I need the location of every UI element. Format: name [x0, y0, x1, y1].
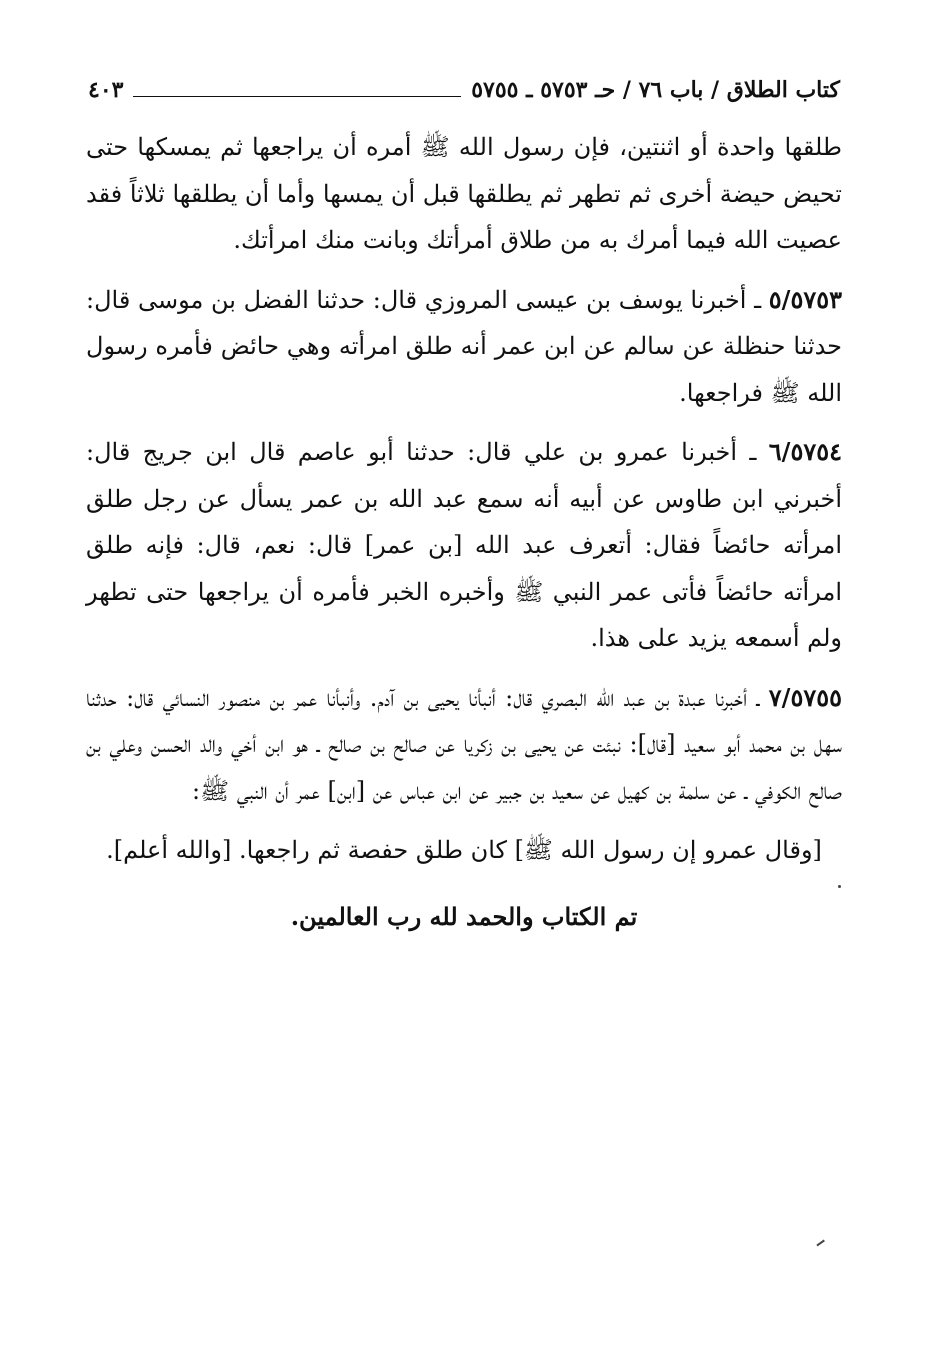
paragraph-text: ـ أخبرنا عمرو بن علي قال: حدثنا أبو عاصم قال ابن جريج قال: أخبرني ابن طاوس عن أبيه أنه سمع عبد الله بن عمر يسأل عن رجل طلق امرأته حائضاً فقال: أتعرف عبد الله [بن عمر] قال: نعم، قال: فإنه طلق امرأته حائضاً فأتى عمر النبي ﷺ وأخبره الخبر فأمره أن يراجعها حتى تطهر ولم أسمعه يزيد على هذا. — [86, 438, 842, 652]
running-header — [88, 72, 840, 108]
header-rule — [133, 96, 461, 97]
paragraph-hadith-5753 — [86, 277, 842, 417]
hadith-number: ٧/٥٧٥٥ — [768, 682, 842, 712]
paragraph-text: ـ أخبرنا يوسف بن عيسى المروزي قال: حدثنا الفضل بن موسى قال: حدثنا حنظلة عن سالم عن ابن عمر أنه طلق امرأته وهي حائض فأمره رسول الله ﷺ فراجعها. — [86, 285, 843, 407]
hadith-number: ٥/٥٧٥٣ — [768, 284, 842, 314]
paragraph-text: ـ أخبرنا عبدة بن عبد الله البصري قال: أنبأنا يحيى بن آدم. وأنبأنا عمر بن منصور النسائي قال: حدثنا سهل بن محمد أبو سعيد [قال]: نبئت عن يحيى بن زكريا عن صالح بن صالح ـ هو ابن أخي والد الحسن وعلي بن صالح الكوفي ـ عن سلمة بن كهيل عن سعيد بن جبير عن ابن عباس عن [ابن] عمر أن النبي ﷺ: — [86, 683, 842, 805]
page-number: ٤٠٣ — [88, 77, 124, 103]
hadith-number: ٦/٥٧٥٤ — [768, 437, 842, 466]
paragraph-hadith-5755 — [86, 675, 842, 815]
scan-mark — [816, 1240, 824, 1246]
paragraph-continuation — [86, 124, 842, 264]
book-colophon: تم الكتاب والحمد لله رب العالمين. — [290, 902, 638, 931]
header-title: كتاب الطلاق / باب ٧٦ / حـ ٥٧٥٣ ـ ٥٧٥٥ — [471, 77, 840, 103]
paragraph-text: طلقها واحدة أو اثنتين، فإن رسول الله ﷺ أمره أن يراجعها ثم يمسكها حتى تحيض حيضة أخرى ثم تطهر ثم يطلقها قبل أن يمسها وأما أن يطلقها ثلاثاً فقد عصيت الله فيما أمرك به من طلاق أمرأتك وبانت منك امرأتك. — [86, 133, 843, 254]
closing-note: [وقال عمرو إن رسول الله ﷺ] كان طلق حفصة ثم راجعها. [والله أعلم]. — [106, 836, 822, 864]
paragraph-hadith-5754 — [86, 429, 842, 662]
scan-speck — [838, 885, 841, 888]
page-body — [86, 124, 842, 887]
